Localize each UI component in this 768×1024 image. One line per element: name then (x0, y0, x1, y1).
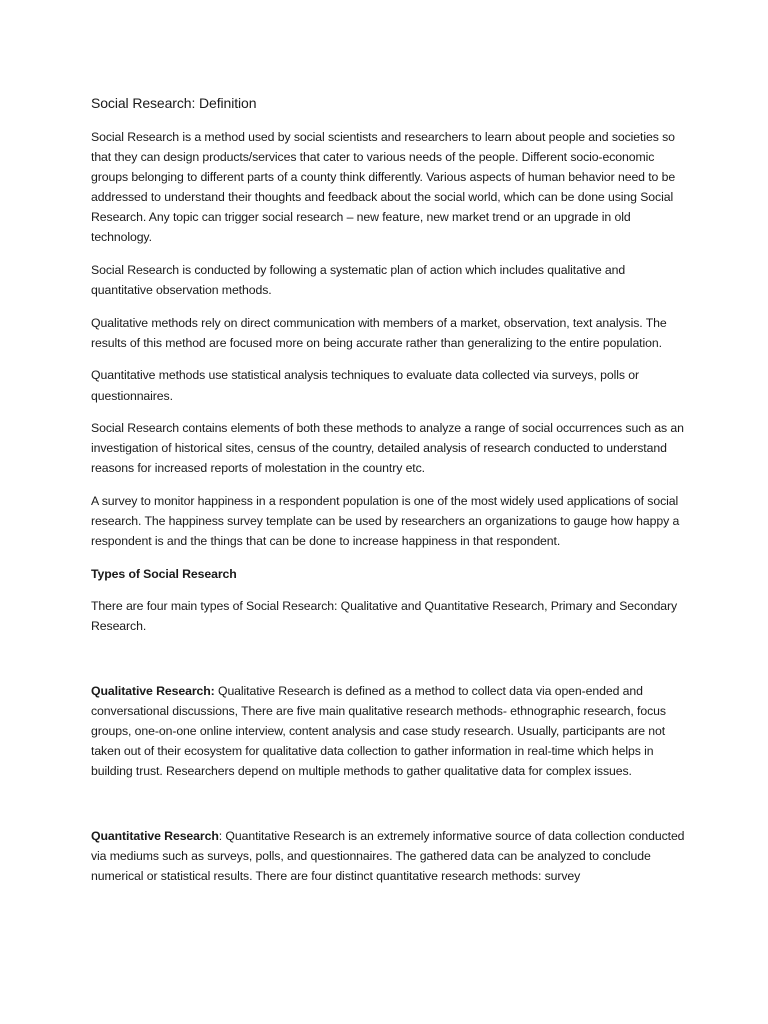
paragraph-qualitative-methods: Qualitative methods rely on direct communication with members of a market, observation, text analysis. The results of this method are focused more on being accurate rather than generalizing to the entire population. (91, 315, 667, 350)
qualitative-research-label: Qualitative Research: (91, 683, 215, 698)
quantitative-research-text: : Quantitative Research is an extremely informative source of data collection conducted via mediums such as surveys, polls, and questionnaires. The gathered data can be analyzed to conclude numerical or statistical results. There are four distinct quantitative research methods: survey (91, 828, 685, 884)
blank-line (91, 649, 687, 681)
document-page (91, 93, 687, 899)
paragraph-happiness-survey: A survey to monitor happiness in a respondent population is one of the most widely used applications of social research. The happiness survey template can be used by researchers an organizations to gauge how happy a respondent is and the things that can be done to increase happiness in that respondent. (91, 493, 680, 549)
types-heading: Types of Social Research (91, 566, 237, 581)
paragraph-definition: Social Research is a method used by social scientists and researchers to learn about people and societies so that they can design products/services that cater to various needs of the people. Different socio-economic groups belonging to different parts of a county think differently. Various aspects of human behavior need to be addressed to understand their thoughts and feedback about the social world, which can be done using Social Research. Any topic can trigger social research – new feature, new market trend or an upgrade in old technology. (91, 130, 676, 245)
qualitative-research-text: Qualitative Research is defined as a method to collect data via open-ended and conversational discussions, There are five main qualitative research methods- ethnographic research, focus groups, one-on-one online interview, content analysis and case study research. Usually, participants are not taken out of their ecosystem for qualitative data collection to gather information in real-time which helps in building trust. Researchers depend on multiple methods to gather qualitative data for complex issues. (91, 683, 666, 779)
paragraph-systematic-plan: Social Research is conducted by following a systematic plan of action which includes qualitative and quantitative observation methods. (91, 263, 626, 298)
blank-line (91, 794, 687, 826)
types-intro: There are four main types of Social Research: Qualitative and Quantitative Research, Primary and Secondary Research. (91, 599, 678, 634)
document-title: Social Research: Definition (91, 95, 257, 111)
qualitative-research-paragraph (91, 681, 687, 781)
paragraph-quantitative-methods: Quantitative methods use statistical analysis techniques to evaluate data collected via surveys, polls or questionnaires. (91, 368, 639, 403)
paragraph-both-methods: Social Research contains elements of both these methods to analyze a range of social occurrences such as an investigation of historical sites, census of the country, detailed analysis of research conducted to understand reasons for increased reports of molestation in the country etc. (91, 421, 684, 476)
quantitative-research-label: Quantitative Research (91, 828, 219, 843)
quantitative-research-paragraph (91, 826, 687, 886)
